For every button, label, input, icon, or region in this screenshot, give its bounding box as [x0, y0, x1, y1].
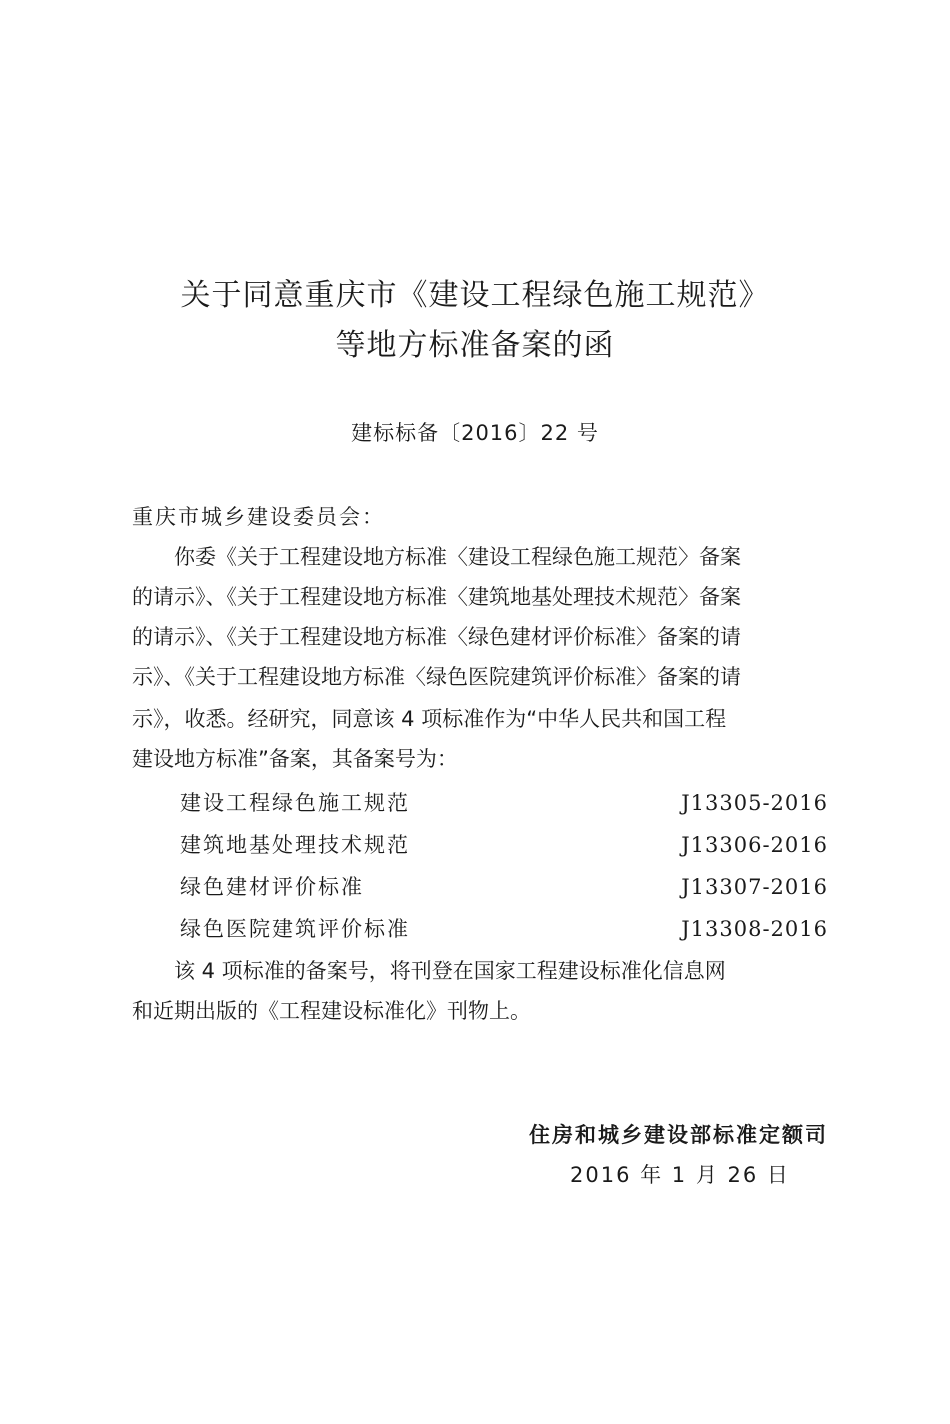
- standard-code: J13308-2016: [681, 917, 828, 941]
- closing-line: 和近期出版的《工程建设标准化》刊物上。: [132, 999, 531, 1023]
- standard-name: 建设工程绿色施工规范: [180, 791, 410, 815]
- document-title-line-2: 等地方标准备案的函: [335, 328, 615, 363]
- body-line: 示》、《关于工程建设地方标准〈绿色医院建筑评价标准〉备案的请: [132, 665, 741, 689]
- standard-row: [180, 788, 828, 818]
- standard-code: J13305-2016: [681, 791, 828, 815]
- signature-date: 2016 年 1 月 26 日: [570, 1163, 790, 1187]
- body-line: 你委《关于工程建设地方标准〈建设工程绿色施工规范〉备案: [132, 545, 741, 569]
- standard-name: 绿色建材评价标准: [180, 875, 364, 899]
- document-title-line-1: 关于同意重庆市《建设工程绿色施工规范》: [180, 278, 770, 313]
- standard-code: J13306-2016: [681, 833, 828, 857]
- standard-row: [180, 872, 828, 902]
- standard-row: [180, 914, 828, 944]
- addressee: 重庆市城乡建设委员会：: [132, 505, 385, 529]
- signatory: 住房和城乡建设部标准定额司: [529, 1123, 828, 1147]
- standard-row: [180, 830, 828, 860]
- body-line: 示》，收悉。经研究，同意该 4 项标准作为“中华人民共和国工程: [132, 707, 727, 731]
- document-number: 建标标备〔2016〕22 号: [351, 421, 599, 445]
- standard-name: 绿色医院建筑评价标准: [180, 917, 410, 941]
- standard-name: 建筑地基处理技术规范: [180, 833, 410, 857]
- body-line: 建设地方标准”备案，其备案号为：: [132, 747, 458, 771]
- standard-code: J13307-2016: [681, 875, 828, 899]
- body-line: 的请示》、《关于工程建设地方标准〈建筑地基处理技术规范〉备案: [132, 585, 741, 609]
- body-line: 的请示》、《关于工程建设地方标准〈绿色建材评价标准〉备案的请: [132, 625, 741, 649]
- closing-line: 该 4 项标准的备案号，将刊登在国家工程建设标准化信息网: [132, 959, 726, 983]
